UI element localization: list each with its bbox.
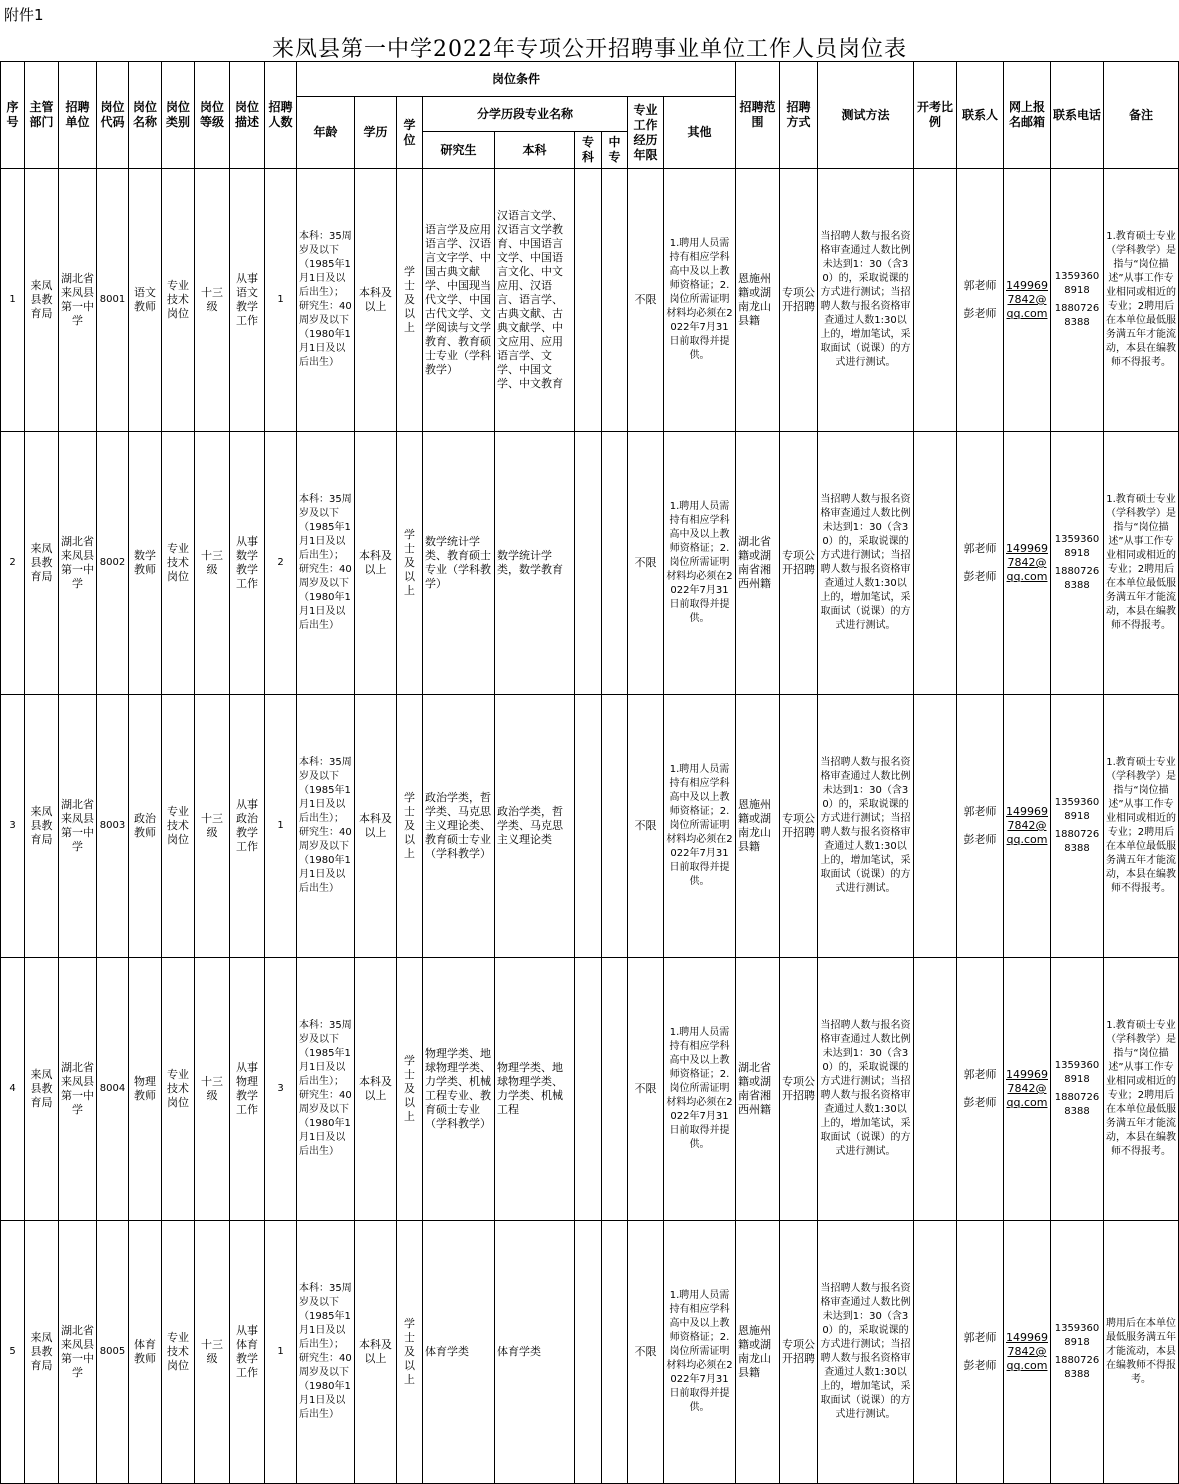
cell-grade: 十三级 [195, 695, 230, 958]
cell-count: 1 [265, 695, 297, 958]
email-link[interactable]: 1499697842@qq.com [1006, 542, 1048, 583]
cell-scope: 恩施州籍或湖南龙山县籍 [736, 1221, 780, 1484]
cell-degree: 学士及以上 [397, 695, 423, 958]
cell-contact [957, 432, 1004, 695]
cell-grade: 十三级 [195, 958, 230, 1221]
cell-category: 专业技术岗位 [162, 432, 195, 695]
cell-category: 专业技术岗位 [162, 695, 195, 958]
cell-junior-majors [575, 1221, 602, 1484]
header-ratio: 开考比例 [914, 62, 957, 169]
email-link[interactable]: 1499697842@qq.com [1006, 1331, 1048, 1372]
phone-number-2: 18807268388 [1054, 1092, 1100, 1117]
cell-age: 本科：35周岁及以下（1985年1月1日及以后出生）；研究生：40周岁及以下（1980年1月1日及以后出生） [297, 169, 355, 432]
header-secondary: 中专 [602, 132, 628, 169]
header-dept: 主管部门 [25, 62, 59, 169]
cell-unit: 湖北省来凤县第一中学 [59, 432, 97, 695]
table-row [1, 695, 1179, 958]
header-degree: 学位 [397, 97, 423, 169]
cell-scope: 湖北省籍或湖南省湘西州籍 [736, 958, 780, 1221]
cell-name: 体育教师 [129, 1221, 162, 1484]
header-code: 岗位代码 [97, 62, 129, 169]
phone-number-1: 13593608918 [1054, 534, 1100, 559]
cell-contact [957, 695, 1004, 958]
table-row [1, 432, 1179, 695]
cell-grad-majors: 语言学及应用语言学、汉语言文字学、中国古典文献学、中国现当代文学、中国古代文学、文学阅读与文学教育、教育硕士专业（学科教学） [423, 169, 495, 432]
phone-number-2: 18807268388 [1054, 303, 1100, 328]
cell-code: 8002 [97, 432, 129, 695]
contact-name-2: 彭老师 [963, 833, 997, 846]
cell-phone [1051, 1221, 1104, 1484]
cell-grad-majors: 数学统计学类、教育硕士专业（学科教学） [423, 432, 495, 695]
cell-seq: 4 [1, 958, 25, 1221]
cell-degree: 学士及以上 [397, 432, 423, 695]
cell-seq: 3 [1, 695, 25, 958]
cell-desc: 从事物理教学工作 [230, 958, 265, 1221]
cell-dept: 来凤县教育局 [25, 169, 59, 432]
header-email: 网上报名邮箱 [1004, 62, 1051, 169]
cell-category: 专业技术岗位 [162, 958, 195, 1221]
header-contact: 联系人 [957, 62, 1004, 169]
page-title: 来凤县第一中学2022年专项公开招聘事业单位工作人员岗位表 [272, 37, 907, 62]
header-scope: 招聘范围 [736, 62, 780, 169]
cell-category: 专业技术岗位 [162, 1221, 195, 1484]
cell-count: 1 [265, 169, 297, 432]
cell-scope: 恩施州籍或湖南龙山县籍 [736, 169, 780, 432]
positions-table [0, 61, 1179, 1484]
cell-experience: 不限 [628, 169, 664, 432]
cell-unit: 湖北省来凤县第一中学 [59, 958, 97, 1221]
cell-name: 数学教师 [129, 432, 162, 695]
contact-name-2: 彭老师 [963, 570, 997, 583]
cell-phone [1051, 958, 1104, 1221]
header-grad: 研究生 [423, 132, 495, 169]
cell-secondary-majors [602, 1221, 628, 1484]
cell-phone [1051, 432, 1104, 695]
cell-phone [1051, 169, 1104, 432]
phone-number-1: 13593608918 [1054, 1060, 1100, 1085]
cell-test: 当招聘人数与报名资格审查通过人数比例未达到1：30（含30）的，采取说课的方式进行测试；当招聘人数与报名资格审查通过人数1:30以上的，增加笔试，采取面试（说课）的方式进行测试。 [818, 432, 914, 695]
cell-junior-majors [575, 958, 602, 1221]
table-row [1, 169, 1179, 432]
contact-name-1: 郭老师 [963, 542, 997, 555]
cell-unit: 湖北省来凤县第一中学 [59, 695, 97, 958]
cell-category: 专业技术岗位 [162, 169, 195, 432]
cell-dept: 来凤县教育局 [25, 958, 59, 1221]
cell-contact [957, 1221, 1004, 1484]
cell-undergrad-majors: 体育学类 [495, 1221, 575, 1484]
cell-name: 物理教师 [129, 958, 162, 1221]
cell-unit: 湖北省来凤县第一中学 [59, 1221, 97, 1484]
cell-count: 2 [265, 432, 297, 695]
header-desc: 岗位描述 [230, 62, 265, 169]
cell-name: 语文教师 [129, 169, 162, 432]
cell-desc: 从事体育教学工作 [230, 1221, 265, 1484]
cell-test: 当招聘人数与报名资格审查通过人数比例未达到1：30（含30）的，采取说课的方式进行测试；当招聘人数与报名资格审查通过人数1:30以上的，增加笔试，采取面试（说课）的方式进行测试。 [818, 958, 914, 1221]
cell-test: 当招聘人数与报名资格审查通过人数比例未达到1：30（含30）的，采取说课的方式进行测试；当招聘人数与报名资格审查通过人数1:30以上的，增加笔试，采取面试（说课）的方式进行测试。 [818, 169, 914, 432]
contact-name-1: 郭老师 [963, 279, 997, 292]
header-remark: 备注 [1104, 62, 1179, 169]
header-test: 测试方法 [818, 62, 914, 169]
cell-remark: 1.教育硕士专业（学科教学）是指与“岗位描述”从事工作专业相同或相近的专业；2聘用后在本单位最低服务满五年才能流动，本县在编教师不得报考。 [1104, 432, 1179, 695]
cell-ratio [914, 695, 957, 958]
cell-remark: 1.教育硕士专业（学科教学）是指与“岗位描述”从事工作专业相同或相近的专业；2聘用后在本单位最低服务满五年才能流动，本县在编教师不得报考。 [1104, 169, 1179, 432]
cell-experience: 不限 [628, 432, 664, 695]
phone-number-1: 13593608918 [1054, 797, 1100, 822]
cell-method: 专项公开招聘 [780, 695, 818, 958]
cell-undergrad-majors: 数学统计学类，数学教育 [495, 432, 575, 695]
cell-experience: 不限 [628, 958, 664, 1221]
cell-count: 1 [265, 1221, 297, 1484]
cell-code: 8005 [97, 1221, 129, 1484]
phone-number-2: 18807268388 [1054, 566, 1100, 591]
cell-scope: 湖北省籍或湖南省湘西州籍 [736, 432, 780, 695]
header-category: 岗位类别 [162, 62, 195, 169]
cell-education: 本科及以上 [355, 958, 397, 1221]
cell-grade: 十三级 [195, 432, 230, 695]
cell-phone [1051, 695, 1104, 958]
header-unit: 招聘单位 [59, 62, 97, 169]
cell-email [1004, 695, 1051, 958]
table-row [1, 958, 1179, 1221]
cell-degree: 学士及以上 [397, 1221, 423, 1484]
email-link[interactable]: 1499697842@qq.com [1006, 279, 1048, 320]
cell-other: 1.聘用人员需持有相应学科高中及以上教师资格证；2.岗位所需证明材料均必须在2022年7月31日前取得并提供。 [664, 695, 736, 958]
cell-contact [957, 958, 1004, 1221]
cell-grad-majors: 政治学类，哲学类、马克思主义理论类、教育硕士专业（学科教学） [423, 695, 495, 958]
cell-scope: 恩施州籍或湖南龙山县籍 [736, 695, 780, 958]
cell-education: 本科及以上 [355, 169, 397, 432]
cell-seq: 2 [1, 432, 25, 695]
cell-code: 8004 [97, 958, 129, 1221]
header-undergrad: 本科 [495, 132, 575, 169]
cell-remark: 1.教育硕士专业（学科教学）是指与“岗位描述”从事工作专业相同或相近的专业；2聘用后在本单位最低服务满五年才能流动，本县在编教师不得报考。 [1104, 695, 1179, 958]
header-seq: 序号 [1, 62, 25, 169]
cell-test: 当招聘人数与报名资格审查通过人数比例未达到1：30（含30）的，采取说课的方式进行测试；当招聘人数与报名资格审查通过人数1:30以上的，增加笔试，采取面试（说课）的方式进行测试。 [818, 695, 914, 958]
cell-email [1004, 169, 1051, 432]
cell-degree: 学士及以上 [397, 169, 423, 432]
cell-secondary-majors [602, 169, 628, 432]
cell-email [1004, 958, 1051, 1221]
contact-name-1: 郭老师 [963, 1068, 997, 1081]
cell-unit: 湖北省来凤县第一中学 [59, 169, 97, 432]
phone-number-1: 13593608918 [1054, 1323, 1100, 1348]
cell-experience: 不限 [628, 1221, 664, 1484]
cell-age: 本科：35周岁及以下（1985年1月1日及以后出生）；研究生：40周岁及以下（1980年1月1日及以后出生） [297, 695, 355, 958]
cell-junior-majors [575, 695, 602, 958]
cell-other: 1.聘用人员需持有相应学科高中及以上教师资格证；2.岗位所需证明材料均必须在2022年7月31日前取得并提供。 [664, 1221, 736, 1484]
email-link[interactable]: 1499697842@qq.com [1006, 1068, 1048, 1109]
cell-age: 本科：35周岁及以下（1985年1月1日及以后出生）；研究生：40周岁及以下（1980年1月1日及以后出生） [297, 432, 355, 695]
cell-remark: 聘用后在本单位最低服务满五年才能流动，本县在编教师不得报考。 [1104, 1221, 1179, 1484]
cell-undergrad-majors: 物理学类、地球物理学类、力学类、机械工程 [495, 958, 575, 1221]
cell-grade: 十三级 [195, 169, 230, 432]
header-grade: 岗位等级 [195, 62, 230, 169]
header-method: 招聘方式 [780, 62, 818, 169]
cell-seq: 1 [1, 169, 25, 432]
header-conditions: 岗位条件 [297, 62, 736, 97]
cell-secondary-majors [602, 958, 628, 1221]
cell-name: 政治教师 [129, 695, 162, 958]
cell-dept: 来凤县教育局 [25, 1221, 59, 1484]
cell-code: 8003 [97, 695, 129, 958]
cell-ratio [914, 432, 957, 695]
cell-grad-majors: 体育学类 [423, 1221, 495, 1484]
cell-grad-majors: 物理学类、地球物理学类、力学类、机械工程专业、教育硕士专业（学科教学） [423, 958, 495, 1221]
cell-method: 专项公开招聘 [780, 169, 818, 432]
cell-education: 本科及以上 [355, 695, 397, 958]
cell-junior-majors [575, 432, 602, 695]
header-other: 其他 [664, 97, 736, 169]
cell-undergrad-majors: 汉语言文学、汉语言文学教育、中国语言文学、中国语言文化、中文应用、汉语言、语言学、古典文献、古典文献学、中文应用、应用语言学、文学、中国文学、中文教育 [495, 169, 575, 432]
phone-number-2: 18807268388 [1054, 829, 1100, 854]
email-link[interactable]: 1499697842@qq.com [1006, 805, 1048, 846]
header-phone: 联系电话 [1051, 62, 1104, 169]
cell-contact [957, 169, 1004, 432]
cell-ratio [914, 1221, 957, 1484]
cell-count: 3 [265, 958, 297, 1221]
cell-desc: 从事政治教学工作 [230, 695, 265, 958]
cell-education: 本科及以上 [355, 432, 397, 695]
cell-secondary-majors [602, 695, 628, 958]
cell-code: 8001 [97, 169, 129, 432]
cell-test: 当招聘人数与报名资格审查通过人数比例未达到1：30（含30）的，采取说课的方式进行测试；当招聘人数与报名资格审查通过人数1:30以上的，增加笔试，采取面试（说课）的方式进行测试。 [818, 1221, 914, 1484]
cell-method: 专项公开招聘 [780, 432, 818, 695]
cell-method: 专项公开招聘 [780, 1221, 818, 1484]
cell-email [1004, 1221, 1051, 1484]
cell-other: 1.聘用人员需持有相应学科高中及以上教师资格证；2.岗位所需证明材料均必须在2022年7月31日前取得并提供。 [664, 958, 736, 1221]
cell-seq: 5 [1, 1221, 25, 1484]
cell-degree: 学士及以上 [397, 958, 423, 1221]
contact-name-1: 郭老师 [963, 805, 997, 818]
cell-other: 1.聘用人员需持有相应学科高中及以上教师资格证；2.岗位所需证明材料均必须在2022年7月31日前取得并提供。 [664, 169, 736, 432]
cell-dept: 来凤县教育局 [25, 432, 59, 695]
cell-remark: 1.教育硕士专业（学科教学）是指与“岗位描述”从事工作专业相同或相近的专业；2聘用后在本单位最低服务满五年才能流动，本县在编教师不得报考。 [1104, 958, 1179, 1221]
cell-education: 本科及以上 [355, 1221, 397, 1484]
cell-grade: 十三级 [195, 1221, 230, 1484]
header-majors: 分学历段专业名称 [423, 97, 628, 132]
header-experience: 专业工作经历年限 [628, 97, 664, 169]
contact-name-1: 郭老师 [963, 1331, 997, 1344]
cell-junior-majors [575, 169, 602, 432]
cell-desc: 从事数学教学工作 [230, 432, 265, 695]
attachment-label: 附件1 [4, 6, 44, 24]
cell-ratio [914, 169, 957, 432]
phone-number-2: 18807268388 [1054, 1355, 1100, 1380]
cell-age: 本科：35周岁及以下（1985年1月1日及以后出生）；研究生：40周岁及以下（1980年1月1日及以后出生） [297, 958, 355, 1221]
cell-ratio [914, 958, 957, 1221]
cell-secondary-majors [602, 432, 628, 695]
header-count: 招聘人数 [265, 62, 297, 169]
cell-method: 专项公开招聘 [780, 958, 818, 1221]
cell-undergrad-majors: 政治学类，哲学类、马克思主义理论类 [495, 695, 575, 958]
cell-email [1004, 432, 1051, 695]
header-education: 学历 [355, 97, 397, 169]
contact-name-2: 彭老师 [963, 307, 997, 320]
phone-number-1: 13593608918 [1054, 271, 1100, 296]
header-name: 岗位名称 [129, 62, 162, 169]
table-row [1, 1221, 1179, 1484]
cell-age: 本科：35周岁及以下（1985年1月1日及以后出生）；研究生：40周岁及以下（1980年1月1日及以后出生） [297, 1221, 355, 1484]
header-age: 年龄 [297, 97, 355, 169]
contact-name-2: 彭老师 [963, 1359, 997, 1372]
header-junior: 专科 [575, 132, 602, 169]
cell-desc: 从事语文教学工作 [230, 169, 265, 432]
cell-other: 1.聘用人员需持有相应学科高中及以上教师资格证；2.岗位所需证明材料均必须在2022年7月31日前取得并提供。 [664, 432, 736, 695]
cell-dept: 来凤县教育局 [25, 695, 59, 958]
cell-experience: 不限 [628, 695, 664, 958]
contact-name-2: 彭老师 [963, 1096, 997, 1109]
